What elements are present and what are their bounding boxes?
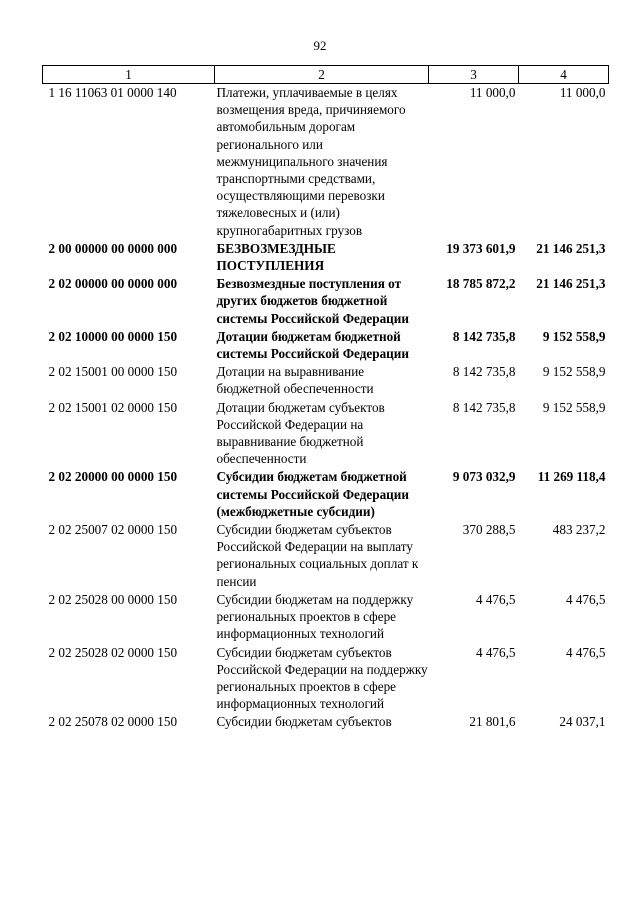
row-value-col4: 21 146 251,3: [536, 240, 606, 256]
row-value-col3: 8 142 735,8: [452, 328, 516, 344]
table-row: [43, 591, 609, 644]
row-code: 2 02 25028 00 0000 150: [48, 591, 178, 607]
row-name: Субсидии бюджетам на поддержку региональных проектов в сфере информационных технологий: [216, 591, 414, 642]
row-value-col3: 370 288,5: [462, 522, 516, 538]
column-header-2: 2: [215, 66, 429, 84]
budget-revenue-table: [42, 65, 609, 732]
row-value-col3: 8 142 735,8: [452, 399, 516, 415]
row-code: 2 02 10000 00 0000 150: [48, 328, 178, 344]
row-code: 2 02 15001 02 0000 150: [48, 399, 178, 415]
table-row: [43, 713, 609, 731]
row-value-col3: 11 000,0: [469, 85, 516, 100]
column-header-4: 4: [519, 66, 609, 84]
row-value-col3: 4 476,5: [475, 591, 516, 607]
column-header-3: 3: [429, 66, 519, 84]
header-row: [43, 66, 609, 84]
page-number: 92: [313, 38, 327, 53]
row-value-col4: 11 269 118,4: [537, 469, 606, 485]
table-body: [43, 84, 609, 732]
row-value-col3: 18 785 872,2: [446, 276, 516, 292]
row-value-col4: 21 146 251,3: [536, 276, 606, 292]
table-row: [43, 521, 609, 591]
row-code: 2 02 25028 02 0000 150: [48, 644, 178, 660]
row-name: БЕЗВОЗМЕЗДНЫЕ ПОСТУПЛЕНИЯ: [216, 240, 336, 274]
row-code: 2 02 15001 00 0000 150: [48, 364, 178, 380]
row-value-col4: 483 237,2: [552, 522, 606, 538]
table-row: [43, 644, 609, 714]
table-row: [43, 363, 609, 398]
row-name: Дотации бюджетам субъектов Российской Федерации на выравнивание бюджетной обеспеченности: [216, 399, 385, 467]
row-value-col3: 19 373 601,9: [446, 240, 516, 256]
table-row: [43, 275, 609, 328]
table-row: [43, 84, 609, 240]
row-name: Безвозмездные поступления от других бюджетов бюджетной системы Российской Федерации: [216, 276, 409, 326]
row-value-col4: 9 152 558,9: [542, 328, 606, 344]
row-name: Субсидии бюджетам субъектов Российской Федерации на поддержку региональных проектов в сфере информационных технологий: [216, 644, 428, 712]
row-value-col3: 4 476,5: [475, 644, 516, 660]
row-name: Дотации на выравнивание бюджетной обеспеченности: [216, 364, 374, 397]
table-row: [43, 240, 609, 275]
row-code: 1 16 11063 01 0000 140: [48, 85, 177, 100]
table-row: [43, 399, 609, 469]
row-code: 2 02 20000 00 0000 150: [48, 469, 178, 485]
row-value-col3: 9 073 032,9: [452, 469, 516, 485]
row-value-col4: 24 037,1: [559, 714, 606, 730]
row-name: Платежи, уплачиваемые в целях возмещения вреда, причиняемого автомобильным дорогам регионального или межмуниципального значения транспортными средствами, осуществляющими перевозки тяжеловесных и (или) крупногабаритных грузов: [216, 85, 406, 238]
column-header-1: 1: [43, 66, 215, 84]
row-value-col3: 8 142 735,8: [452, 364, 516, 380]
row-value-col4: 4 476,5: [565, 644, 606, 660]
row-name: Субсидии бюджетам субъектов Российской Федерации на выплату региональных социальных доплат к пенсии: [216, 522, 419, 589]
row-value-col3: 21 801,6: [469, 714, 516, 730]
table-row: [43, 328, 609, 363]
row-value-col4: 9 152 558,9: [542, 364, 606, 380]
row-name: Субсидии бюджетам субъектов: [216, 714, 392, 730]
table-row: [43, 468, 609, 521]
row-code: 2 02 25007 02 0000 150: [48, 522, 178, 538]
row-value-col4: 9 152 558,9: [542, 399, 606, 415]
row-value-col4: 4 476,5: [565, 591, 606, 607]
row-name: Субсидии бюджетам бюджетной системы Российской Федерации (межбюджетные субсидии): [216, 469, 409, 519]
table-header: [43, 66, 609, 84]
row-code: 2 00 00000 00 0000 000: [48, 240, 178, 256]
row-code: 2 02 25078 02 0000 150: [48, 714, 178, 730]
row-value-col4: 11 000,0: [559, 85, 606, 100]
row-name: Дотации бюджетам бюджетной системы Российской Федерации: [216, 328, 409, 362]
row-code: 2 02 00000 00 0000 000: [48, 276, 178, 292]
